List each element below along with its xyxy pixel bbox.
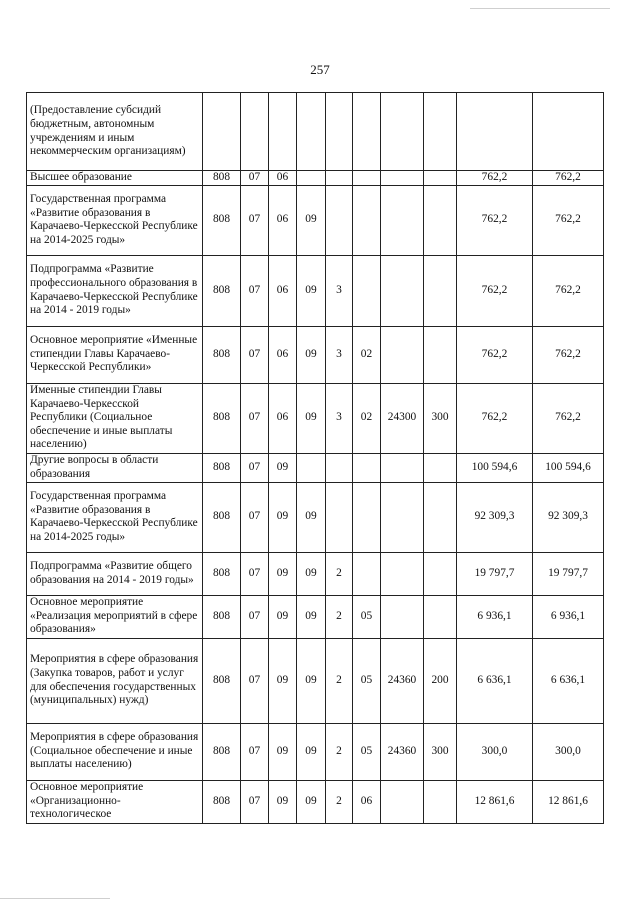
amount-year2-cell: 6 636,1	[533, 638, 604, 723]
table-row	[27, 326, 604, 383]
table-row	[27, 595, 604, 638]
expense-direction-code-cell	[381, 595, 424, 638]
subsection-code-cell: 06	[269, 171, 297, 186]
item-name-cell: Высшее образование	[27, 171, 203, 186]
amount-year2-cell: 100 594,6	[533, 453, 604, 482]
expense-type-code-cell	[424, 482, 457, 552]
program-code-cell: 09	[297, 552, 326, 595]
subprogram-code-cell: 2	[326, 780, 353, 823]
expense-type-code-cell	[424, 453, 457, 482]
section-code-cell: 07	[241, 185, 269, 255]
amount-year1-cell: 762,2	[457, 255, 533, 326]
subsection-code-cell: 09	[269, 780, 297, 823]
subsection-code-cell: 09	[269, 638, 297, 723]
subprogram-code-cell: 3	[326, 383, 353, 453]
table-row	[27, 383, 604, 453]
ministry-code-cell: 808	[203, 780, 241, 823]
program-code-cell	[297, 171, 326, 186]
amount-year2-cell: 762,2	[533, 255, 604, 326]
amount-year2-cell: 762,2	[533, 171, 604, 186]
subsection-code-cell: 09	[269, 595, 297, 638]
program-code-cell: 09	[297, 638, 326, 723]
amount-year1-cell: 300,0	[457, 723, 533, 780]
program-code-cell	[297, 453, 326, 482]
amount-year1-cell: 19 797,7	[457, 552, 533, 595]
section-code-cell: 07	[241, 638, 269, 723]
subsection-code-cell: 06	[269, 383, 297, 453]
section-code-cell: 07	[241, 383, 269, 453]
measure-code-cell	[353, 552, 381, 595]
measure-code-cell	[353, 185, 381, 255]
amount-year2-cell: 19 797,7	[533, 552, 604, 595]
table-row	[27, 93, 604, 171]
subprogram-code-cell: 3	[326, 326, 353, 383]
item-name-cell: Мероприятия в сфере образования (Закупка товаров, работ и услуг для обеспечения государственных (муниципальных) нужд)	[27, 638, 203, 723]
item-name-cell: Государственная программа «Развитие образования в Карачаево-Черкесской Республике на 2014-2025 годы»	[27, 482, 203, 552]
expense-direction-code-cell	[381, 185, 424, 255]
expense-direction-code-cell: 24300	[381, 383, 424, 453]
amount-year2-cell: 762,2	[533, 326, 604, 383]
ministry-code-cell	[203, 93, 241, 171]
scan-artifact-line	[470, 8, 610, 9]
expense-type-code-cell: 200	[424, 638, 457, 723]
amount-year1-cell: 762,2	[457, 171, 533, 186]
expense-direction-code-cell	[381, 255, 424, 326]
measure-code-cell: 05	[353, 638, 381, 723]
amount-year1-cell	[457, 93, 533, 171]
expense-direction-code-cell	[381, 482, 424, 552]
ministry-code-cell: 808	[203, 723, 241, 780]
expense-type-code-cell	[424, 171, 457, 186]
subprogram-code-cell	[326, 482, 353, 552]
program-code-cell	[297, 93, 326, 171]
table-row	[27, 171, 604, 186]
table-row	[27, 638, 604, 723]
subsection-code-cell: 09	[269, 552, 297, 595]
measure-code-cell: 05	[353, 723, 381, 780]
ministry-code-cell: 808	[203, 255, 241, 326]
table-row	[27, 185, 604, 255]
amount-year1-cell: 12 861,6	[457, 780, 533, 823]
table-row	[27, 482, 604, 552]
program-code-cell: 09	[297, 780, 326, 823]
expense-type-code-cell: 300	[424, 723, 457, 780]
ministry-code-cell: 808	[203, 453, 241, 482]
expense-type-code-cell	[424, 255, 457, 326]
item-name-cell: Государственная программа «Развитие образования в Карачаево-Черкесской Республике на 2014-2025 годы»	[27, 185, 203, 255]
subsection-code-cell: 09	[269, 482, 297, 552]
measure-code-cell	[353, 255, 381, 326]
program-code-cell: 09	[297, 723, 326, 780]
expense-direction-code-cell	[381, 453, 424, 482]
section-code-cell: 07	[241, 255, 269, 326]
item-name-cell: Основное мероприятие «Организационно-технологическое	[27, 780, 203, 823]
ministry-code-cell: 808	[203, 383, 241, 453]
item-name-cell: Основное мероприятие «Именные стипендии Главы Карачаево-Черкесской Республики»	[27, 326, 203, 383]
program-code-cell: 09	[297, 595, 326, 638]
measure-code-cell: 02	[353, 383, 381, 453]
subprogram-code-cell: 2	[326, 595, 353, 638]
section-code-cell: 07	[241, 552, 269, 595]
section-code-cell: 07	[241, 723, 269, 780]
section-code-cell: 07	[241, 482, 269, 552]
ministry-code-cell: 808	[203, 185, 241, 255]
ministry-code-cell: 808	[203, 595, 241, 638]
amount-year2-cell: 762,2	[533, 383, 604, 453]
subprogram-code-cell	[326, 453, 353, 482]
scan-artifact-line	[0, 898, 110, 899]
subprogram-code-cell: 2	[326, 552, 353, 595]
item-name-cell: Другие вопросы в области образования	[27, 453, 203, 482]
subprogram-code-cell: 2	[326, 638, 353, 723]
expense-direction-code-cell	[381, 93, 424, 171]
expense-type-code-cell	[424, 780, 457, 823]
amount-year2-cell	[533, 93, 604, 171]
item-name-cell: (Предоставление субсидий бюджетным, автономным учреждениям и иным некоммерческим организациям)	[27, 93, 203, 171]
table-row	[27, 780, 604, 823]
amount-year2-cell: 12 861,6	[533, 780, 604, 823]
amount-year2-cell: 300,0	[533, 723, 604, 780]
amount-year1-cell: 6 636,1	[457, 638, 533, 723]
section-code-cell: 07	[241, 171, 269, 186]
subprogram-code-cell	[326, 185, 353, 255]
ministry-code-cell: 808	[203, 171, 241, 186]
table-row	[27, 552, 604, 595]
expense-direction-code-cell	[381, 171, 424, 186]
section-code-cell	[241, 93, 269, 171]
amount-year2-cell: 762,2	[533, 185, 604, 255]
expense-type-code-cell	[424, 326, 457, 383]
program-code-cell: 09	[297, 383, 326, 453]
program-code-cell: 09	[297, 482, 326, 552]
expense-type-code-cell	[424, 595, 457, 638]
measure-code-cell	[353, 93, 381, 171]
expense-direction-code-cell: 24360	[381, 723, 424, 780]
subsection-code-cell: 06	[269, 326, 297, 383]
subsection-code-cell	[269, 93, 297, 171]
program-code-cell: 09	[297, 185, 326, 255]
budget-table	[26, 92, 604, 824]
table-row	[27, 255, 604, 326]
amount-year1-cell: 762,2	[457, 185, 533, 255]
expense-direction-code-cell	[381, 780, 424, 823]
amount-year1-cell: 762,2	[457, 383, 533, 453]
table-body	[27, 93, 604, 824]
expense-direction-code-cell: 24360	[381, 638, 424, 723]
table-row	[27, 723, 604, 780]
measure-code-cell	[353, 453, 381, 482]
subprogram-code-cell: 2	[326, 723, 353, 780]
subsection-code-cell: 06	[269, 185, 297, 255]
item-name-cell: Именные стипендии Главы Карачаево-Черкесской Республики (Социальное обеспечение и иные выплаты населению)	[27, 383, 203, 453]
section-code-cell: 07	[241, 326, 269, 383]
subsection-code-cell: 09	[269, 723, 297, 780]
page-number: 257	[310, 62, 330, 77]
item-name-cell: Подпрограмма «Развитие общего образования на 2014 - 2019 годы»	[27, 552, 203, 595]
program-code-cell: 09	[297, 255, 326, 326]
amount-year1-cell: 6 936,1	[457, 595, 533, 638]
ministry-code-cell: 808	[203, 638, 241, 723]
item-name-cell: Подпрограмма «Развитие профессионального образования в Карачаево-Черкесской Республике на 2014 - 2019 годы»	[27, 255, 203, 326]
measure-code-cell	[353, 171, 381, 186]
ministry-code-cell: 808	[203, 482, 241, 552]
expense-type-code-cell	[424, 93, 457, 171]
expense-direction-code-cell	[381, 552, 424, 595]
subprogram-code-cell	[326, 93, 353, 171]
program-code-cell: 09	[297, 326, 326, 383]
amount-year1-cell: 100 594,6	[457, 453, 533, 482]
item-name-cell: Основное мероприятие «Реализация мероприятий в сфере образования»	[27, 595, 203, 638]
amount-year1-cell: 762,2	[457, 326, 533, 383]
measure-code-cell: 06	[353, 780, 381, 823]
measure-code-cell: 02	[353, 326, 381, 383]
subprogram-code-cell	[326, 171, 353, 186]
section-code-cell: 07	[241, 780, 269, 823]
item-name-cell: Мероприятия в сфере образования (Социальное обеспечение и иные выплаты населению)	[27, 723, 203, 780]
section-code-cell: 07	[241, 453, 269, 482]
subsection-code-cell: 06	[269, 255, 297, 326]
subprogram-code-cell: 3	[326, 255, 353, 326]
expense-direction-code-cell	[381, 326, 424, 383]
amount-year2-cell: 92 309,3	[533, 482, 604, 552]
measure-code-cell: 05	[353, 595, 381, 638]
ministry-code-cell: 808	[203, 326, 241, 383]
expense-type-code-cell	[424, 552, 457, 595]
expense-type-code-cell: 300	[424, 383, 457, 453]
amount-year2-cell: 6 936,1	[533, 595, 604, 638]
ministry-code-cell: 808	[203, 552, 241, 595]
section-code-cell: 07	[241, 595, 269, 638]
amount-year1-cell: 92 309,3	[457, 482, 533, 552]
measure-code-cell	[353, 482, 381, 552]
subsection-code-cell: 09	[269, 453, 297, 482]
expense-type-code-cell	[424, 185, 457, 255]
table-row	[27, 453, 604, 482]
